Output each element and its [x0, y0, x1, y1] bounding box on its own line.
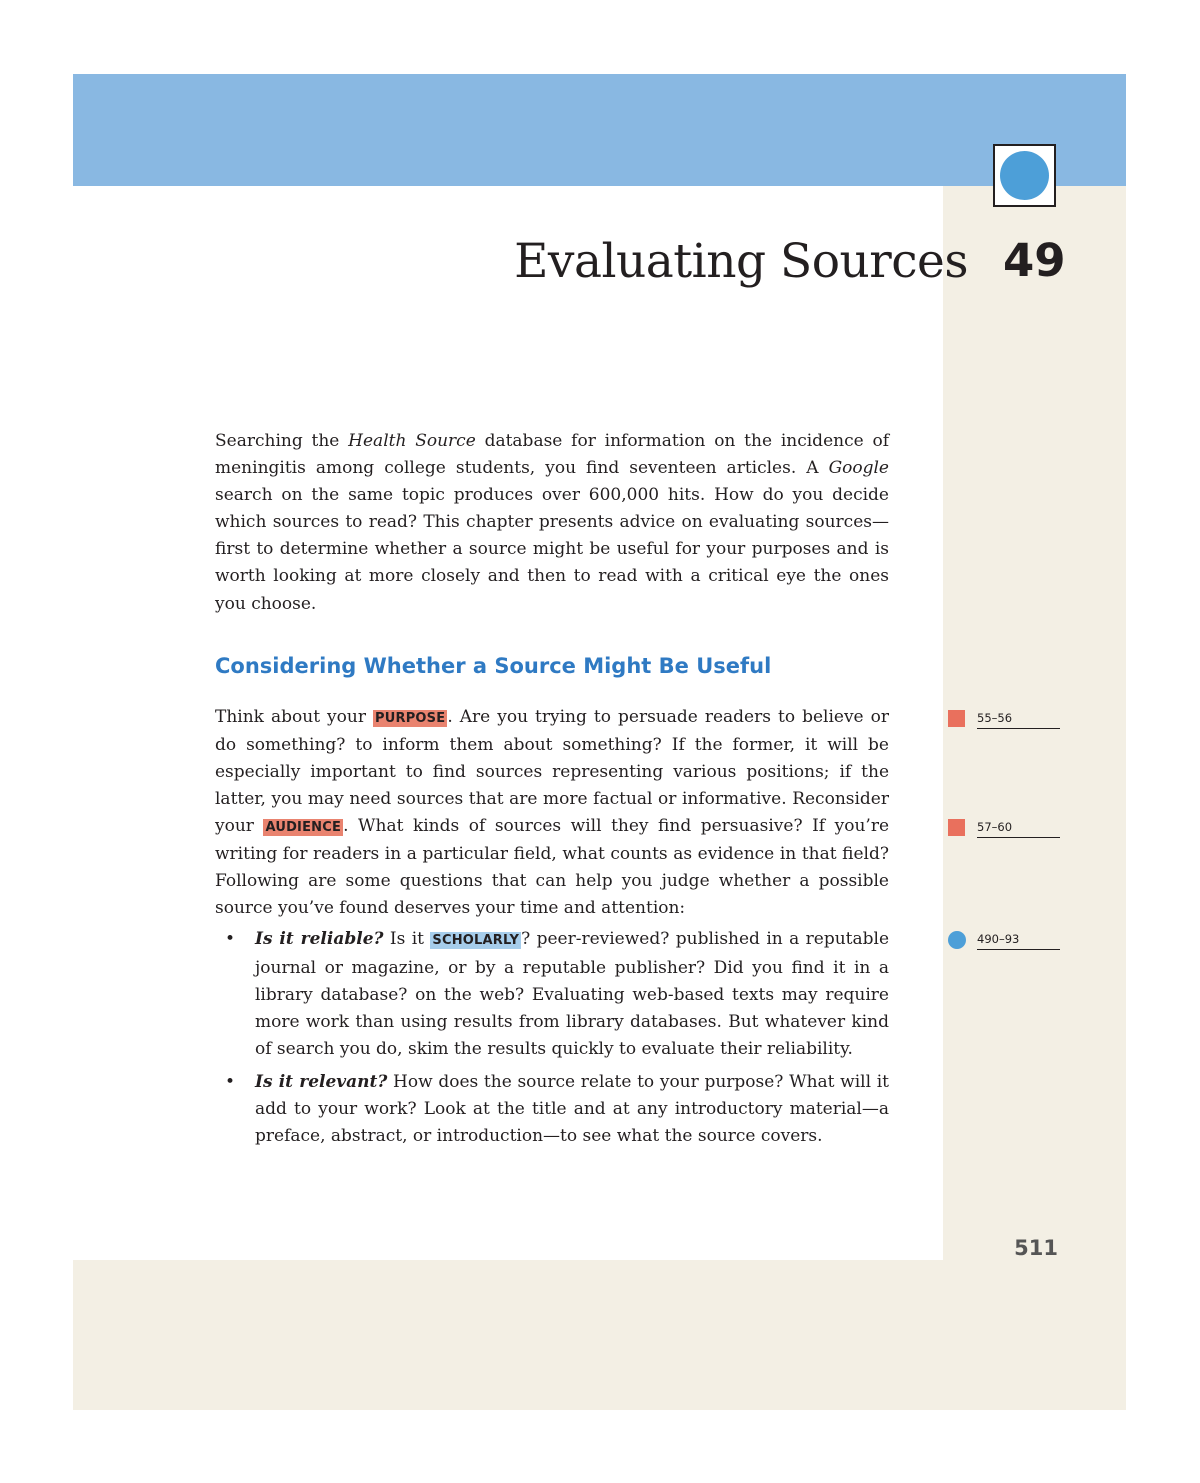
bullet-text: How does the source relate to your purpose? What will it add to your work? Look at the title and at any introductory material—a preface, abstract, or introduction—to see what the source covers. [255, 1071, 889, 1147]
bottom-band [73, 1260, 943, 1410]
circle-icon [1000, 151, 1049, 200]
intro-text: database for information on the incidence of meningitis among college students, you find seventeen articles. A [215, 431, 889, 479]
body-text [215, 428, 889, 1156]
red-square-icon [948, 710, 965, 727]
bullet-icon: • [225, 929, 236, 950]
paragraph-text: . What kinds of sources will they find persuasive? If you’re writing for readers in a particular field, what counts as evidence in that field? Following are some questions that can help you judge whether a possible source you’ve found deserves your time and attention: [215, 816, 890, 919]
section-paragraph [215, 704, 889, 923]
margin-ref-purpose[interactable] [948, 710, 1060, 732]
intro-text: search on the same topic produces over 600,000 hits. How do you decide which sources to read? This chapter presents advice on evaluating sources—first to determine whether a source might be useful for your purposes and is worth looking at more closely and then to read with a critical eye the ones you choose. [215, 485, 889, 614]
list-item [215, 1069, 889, 1150]
intro-paragraph [215, 428, 889, 618]
margin-ref-pages: 55–56 [977, 711, 1060, 729]
list-item [215, 926, 889, 1062]
margin-ref-audience[interactable] [948, 819, 1060, 841]
bullet-lead: Is it reliable? [255, 929, 384, 950]
margin-ref-scholarly[interactable] [948, 931, 1060, 953]
bullet-icon: • [225, 1071, 236, 1092]
blue-circle-icon [948, 931, 966, 949]
bullet-text: ? peer-reviewed? published in a reputable journal or magazine, or by a reputable publisher? Did you find it in a library database? on the web? Evaluating web-based texts may require more work than using results from library databases. But whatever kind of search you do, skim the results quickly to evaluate their reliability. [255, 929, 890, 1059]
page [73, 74, 1126, 1410]
question-list [215, 926, 889, 1150]
intro-text: Searching the [215, 431, 349, 451]
margin-ref-pages: 490–93 [977, 932, 1060, 950]
side-strip [943, 186, 1126, 1410]
chapter-number: 49 [1003, 234, 1066, 287]
margin-ref-pages: 57–60 [977, 820, 1060, 838]
section-heading: Considering Whether a Source Might Be Useful [215, 653, 772, 678]
chapter-title: Evaluating Sources [514, 234, 968, 289]
red-square-icon [948, 819, 965, 836]
paragraph-text: . Are you trying to persuade readers to believe or do something? to inform them about something? If the former, it will be especially important to find sources representing various positions; if the latter, you may need sources that are more factual or informative. Reconsider your [215, 706, 889, 837]
header-band [73, 74, 1126, 186]
chapter-circle-icon [993, 144, 1056, 207]
bullet-lead: Is it relevant? [255, 1071, 388, 1092]
paragraph-text: Think about your [215, 706, 373, 727]
keyword-scholarly-link[interactable]: SCHOLARLY [432, 933, 520, 949]
search-engine-name: Google [828, 458, 889, 479]
page-number: 511 [1014, 1236, 1058, 1260]
bullet-text: Is it [383, 929, 431, 950]
keyword-purpose-link[interactable]: PURPOSE [375, 710, 446, 726]
database-name: Health Source [348, 431, 476, 451]
keyword-audience-link[interactable]: AUDIENCE [265, 820, 342, 836]
